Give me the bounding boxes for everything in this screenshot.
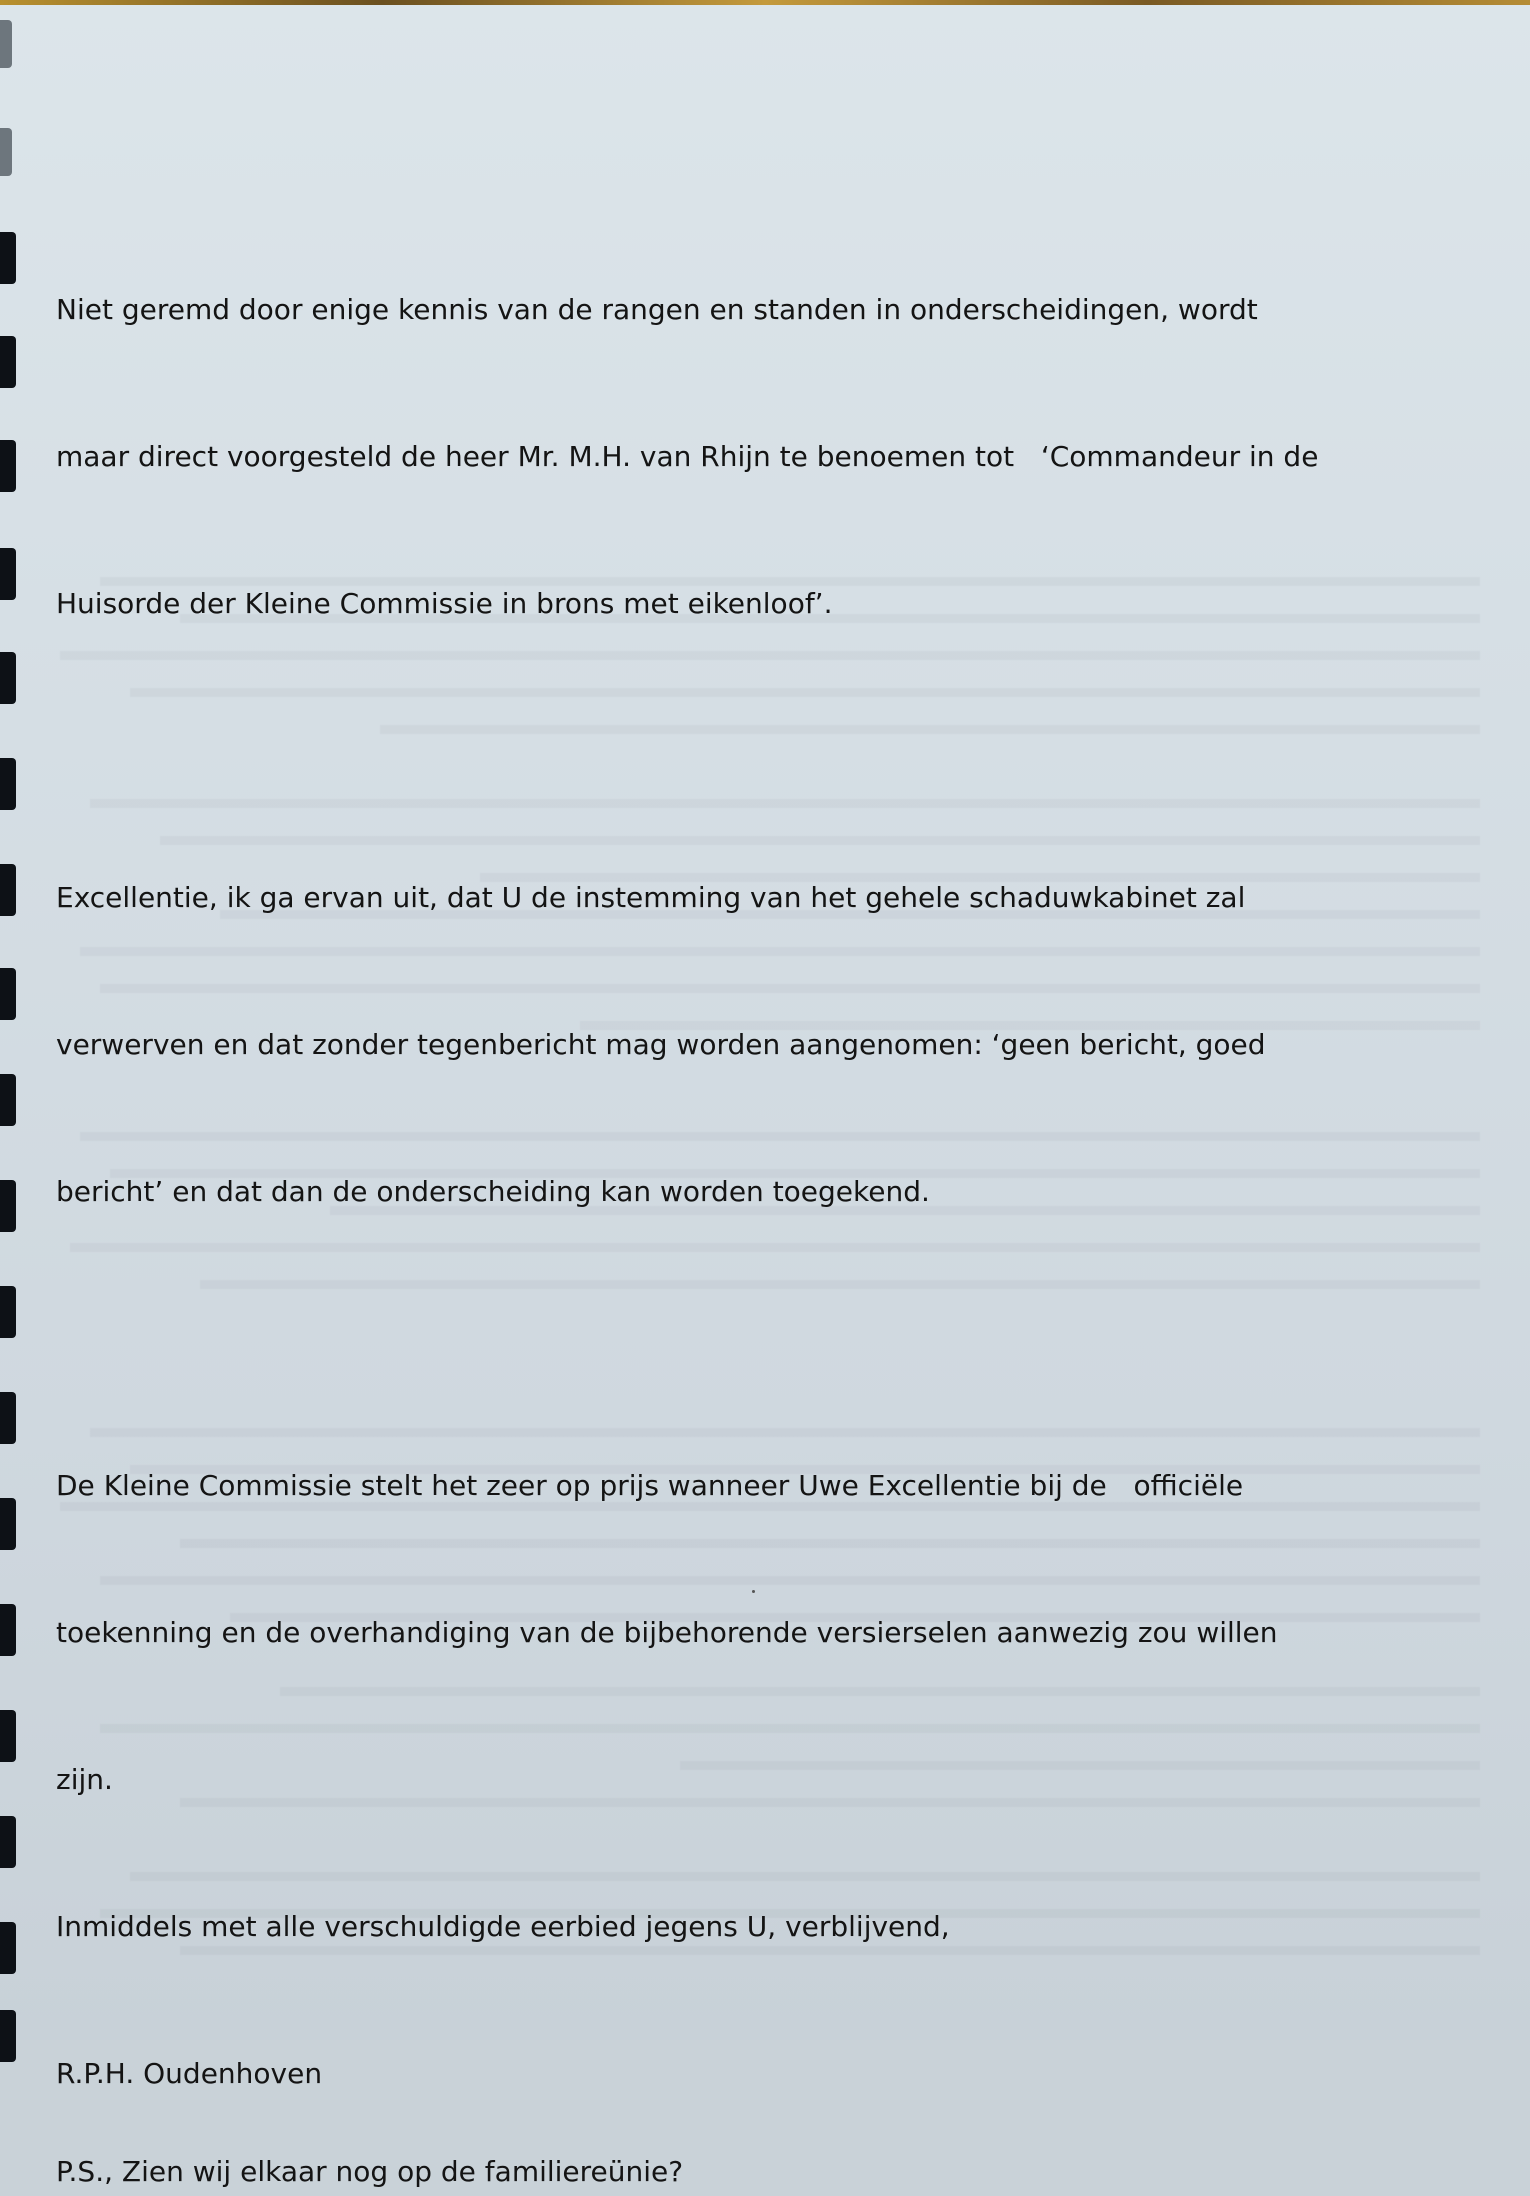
binding-hole: [0, 1816, 16, 1868]
binding-hole: [0, 1286, 16, 1338]
binding-hole: [0, 128, 12, 176]
closing-line: Inmiddels met alle verschuldigde eerbied jegens U, verblijvend,: [56, 1910, 950, 1943]
text-line: zijn.: [56, 1763, 113, 1796]
binding-hole: [0, 758, 16, 810]
text-line: toekenning en de overhandiging van de bijbehorende versierselen aanwezig zou willen: [56, 1616, 1278, 1649]
binding-hole: [0, 20, 12, 68]
binding-hole: [0, 2010, 16, 2062]
spiral-binding: [0, 0, 22, 2040]
signature-name: R.P.H. Oudenhoven: [56, 2057, 323, 2090]
binding-hole: [0, 1180, 16, 1232]
paragraph-invitation: [56, 1363, 1456, 1902]
binding-hole: [0, 548, 16, 600]
text-line: Huisorde der Kleine Commissie in brons met eikenloof’.: [56, 587, 833, 620]
binding-hole: [0, 1922, 16, 1974]
binding-hole: [0, 1392, 16, 1444]
binding-hole: [0, 336, 16, 388]
paper-speck: [752, 1590, 755, 1593]
paragraph-consent: [56, 775, 1456, 1314]
binding-hole: [0, 968, 16, 1020]
text-line: verwerven en dat zonder tegenbericht mag worden aangenomen: ‘geen bericht, goed: [56, 1028, 1266, 1061]
binding-hole: [0, 440, 16, 492]
text-line: bericht’ en dat dan de onderscheiding kan worden toegekend.: [56, 1175, 930, 1208]
binding-hole: [0, 1604, 16, 1656]
text-line: De Kleine Commissie stelt het zeer op prijs wanneer Uwe Excellentie bij de officiële: [56, 1469, 1244, 1502]
paragraph-nomination: [56, 187, 1456, 726]
text-line: Excellentie, ik ga ervan uit, dat U de instemming van het gehele schaduwkabinet zal: [56, 881, 1246, 914]
binding-hole: [0, 1710, 16, 1762]
binding-hole: [0, 232, 16, 284]
binding-hole: [0, 1074, 16, 1126]
postscript: P.S., Zien wij elkaar nog op de familiereünie?: [56, 2155, 684, 2188]
binding-hole: [0, 1498, 16, 1550]
binding-hole: [0, 652, 16, 704]
background-edge: [0, 0, 1530, 5]
binding-hole: [0, 864, 16, 916]
text-line: maar direct voorgesteld de heer Mr. M.H. van Rhijn te benoemen tot ‘Commandeur in de: [56, 440, 1319, 473]
text-line: Niet geremd door enige kennis van de rangen en standen in onderscheidingen, wordt: [56, 293, 1258, 326]
letter-body: [56, 187, 1456, 2196]
